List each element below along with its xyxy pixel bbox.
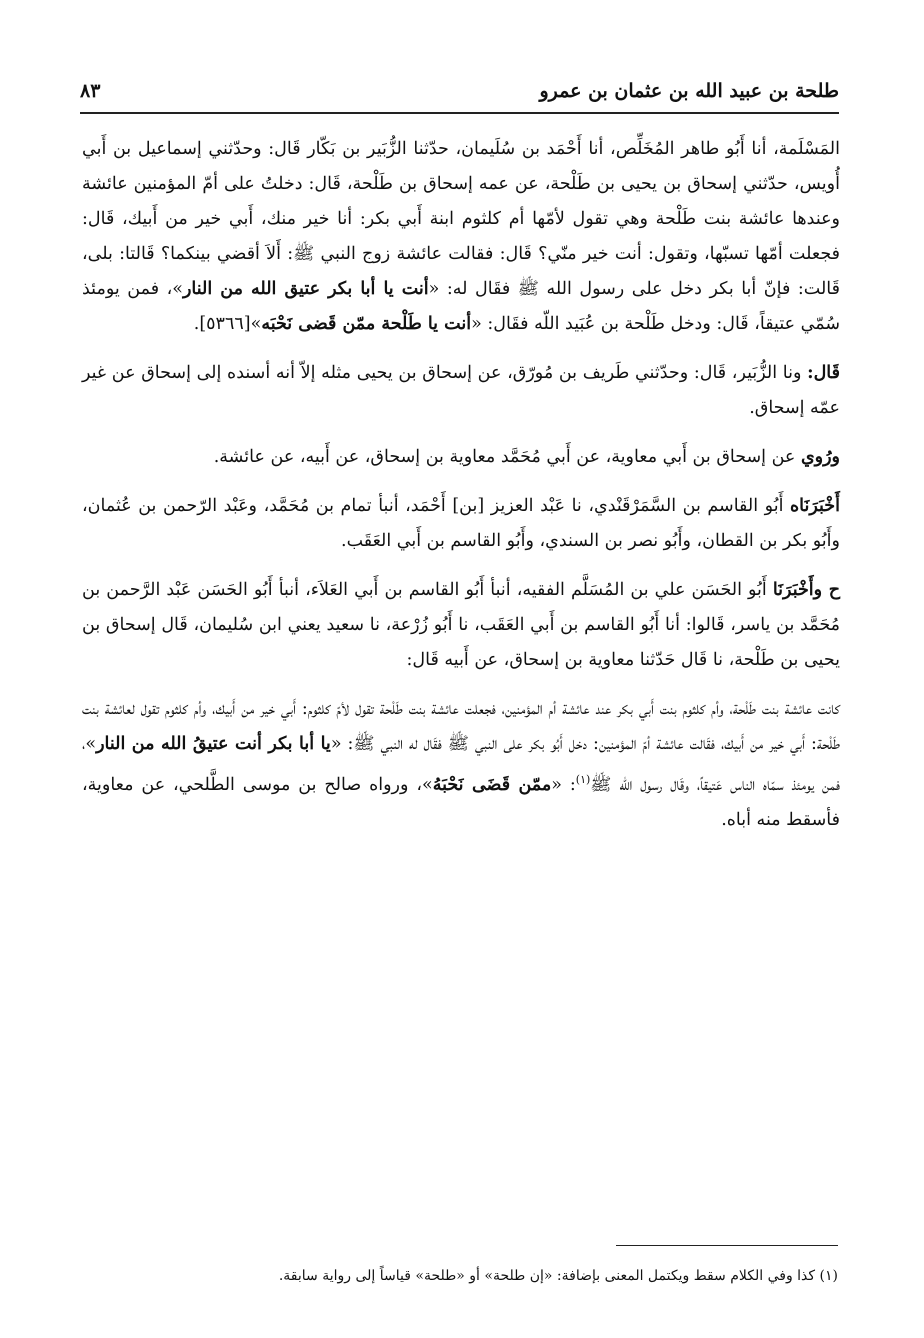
text-run: ونا الزُّبَير، قَال: وحدّثني طَريف بن مُورّق، عن إسحاق بن يحيى مثله إلاّ أنه أسنده إلى إسحاق عن غير عمّه إسحاق. <box>82 363 840 418</box>
emphasized-text: ح وأَخْبَرَنَا <box>772 580 840 600</box>
text-run: »[٥٣٦٦]. <box>193 314 262 334</box>
emphasized-text: أنت يا طَلْحة ممّن قَضى نَحْبَه <box>261 314 472 334</box>
paragraph <box>82 573 840 678</box>
text-run: كانت عائشة بنت طَلْحة، وأم كلثوم بنت أَبي بكر عند عائشة أم المؤمنين، فجعلت عائشة بنت طَلْحة تقول لأمّ كلثوم: أَبي خير من أَبيك، وأم كلثوم تقول لعائشة بنت طَلْحة: أَبي خير من أَبيك، فقَالت عائشة أمّ المؤمنين: دخل أَبُو بكر على النبي ﷺ فقَال له النبي ﷺ: « <box>82 699 840 754</box>
footnote: (١) كذا وفي الكلام سقط ويكتمل المعنى بإضافة: «إن طلحة» أو «طلحة» قياساً إلى رواية سابقة. <box>278 1268 838 1284</box>
paragraph <box>82 356 840 426</box>
paragraph <box>82 489 840 559</box>
emphasized-text: أنت يا أبا بكر عتيق الله من النار <box>182 279 429 299</box>
text-run: »، فمن يومئذ سمّاه الناس عَتيقاً، وقَال رسول الله ﷺ <box>82 734 840 795</box>
text-run: »، فمن يومئذ سُمّي عتيقاً، قَال: ودخل طَلْحة بن عُبَيد اللّه فقَال: « <box>82 279 840 334</box>
footnote-reference: (١) <box>575 773 591 786</box>
footnote-divider <box>616 1245 838 1246</box>
main-text <box>82 132 840 838</box>
emphasized-text: ممّن قَضَى نَحْبَهُ <box>432 774 552 795</box>
text-run: المَسْلَمة، أنا أَبُو طاهر المُخَلِّص، أنا أَحْمَد بن سُلَيمان، حدّثنا الزُّبَير بن بَكّار قَال: وحدّثني إسماعيل بن أَبي أُويس، حدّثني إسحاق بن يحيى بن طَلْحة، عن عمه إسحاق بن طَلْحة، قَال: دخلتُ على أمّ المؤمنين عائشة وعندها عائشة بنت طَلْحة وهي تقول لأمّها أم كلثوم ابنة أَبي بكر: أنا خير منك، أَبي خير من أَبيك، قَال: فجعلت أمّها تسبّها، وتقول: أنت خير منّي؟ قَال: فقالت عائشة زوج النبي ﷺ: أَلاَ أقضي بينكما؟ قَالتا: بلى، قَالت: فإنّ أبا بكر دخل على رسول الله ﷺ فقَال له: « <box>82 139 840 299</box>
emphasized-text: يا أبا بكر أنت عتيقُ الله من النار <box>96 734 331 754</box>
emphasized-text: ورُوي <box>800 447 840 467</box>
text-run: : « <box>551 774 576 795</box>
text-run: أَبُو الحَسَن علي بن المُسَلَّم الفقيه، أنبأ أَبُو القاسم بن أَبي العَلاَء، أنبأ أَبُو الحَسَن عَبْد الرَّحمن بن مُحَمَّد بن ياسر، قَالوا: أنا أَبُو القاسم بن أَبي العَقَب، نا أَبُو زُرْعة، نا سعيد يعني ابن سُليمان، قَال إسحاق بن يحيى بن طَلْحة، نا قَال حَدّثنا معاوية بن إسحاق، عن أَبيه قَال: <box>82 580 840 670</box>
running-title: طلحة بن عبيد الله بن عثمان بن عمرو <box>539 80 839 102</box>
text-run: عن إسحاق بن أَبي معاوية، عن أَبي مُحَمَّد معاوية بن إسحاق، عن أَبيه، عن عائشة. <box>213 447 801 467</box>
paragraph <box>82 440 840 475</box>
page-number: ٨٣ <box>80 80 101 102</box>
header-divider <box>80 112 839 114</box>
page-header <box>80 74 839 108</box>
paragraph <box>82 132 840 342</box>
paragraph <box>82 692 840 838</box>
emphasized-text: قَال: <box>807 363 840 383</box>
text-run: »، ورواه صالح بن موسى الطَّلحي، عن معاوية، فأسقط منه أباه. <box>82 774 840 830</box>
text-run: أَبُو القاسم بن السَّمَرْقَنْدي، نا عَبْد العزيز [بن] أَحْمَد، أنبأ تمام بن مُحَمَّد، وعَبْد الرّحمن بن عُثمان، وأَبُو بكر بن القطان، وأَبُو نصر بن السندي، وأَبُو القاسم بن أَبي العَقَب. <box>82 496 840 551</box>
emphasized-text: أَخْبَرَنَاه <box>790 496 840 516</box>
